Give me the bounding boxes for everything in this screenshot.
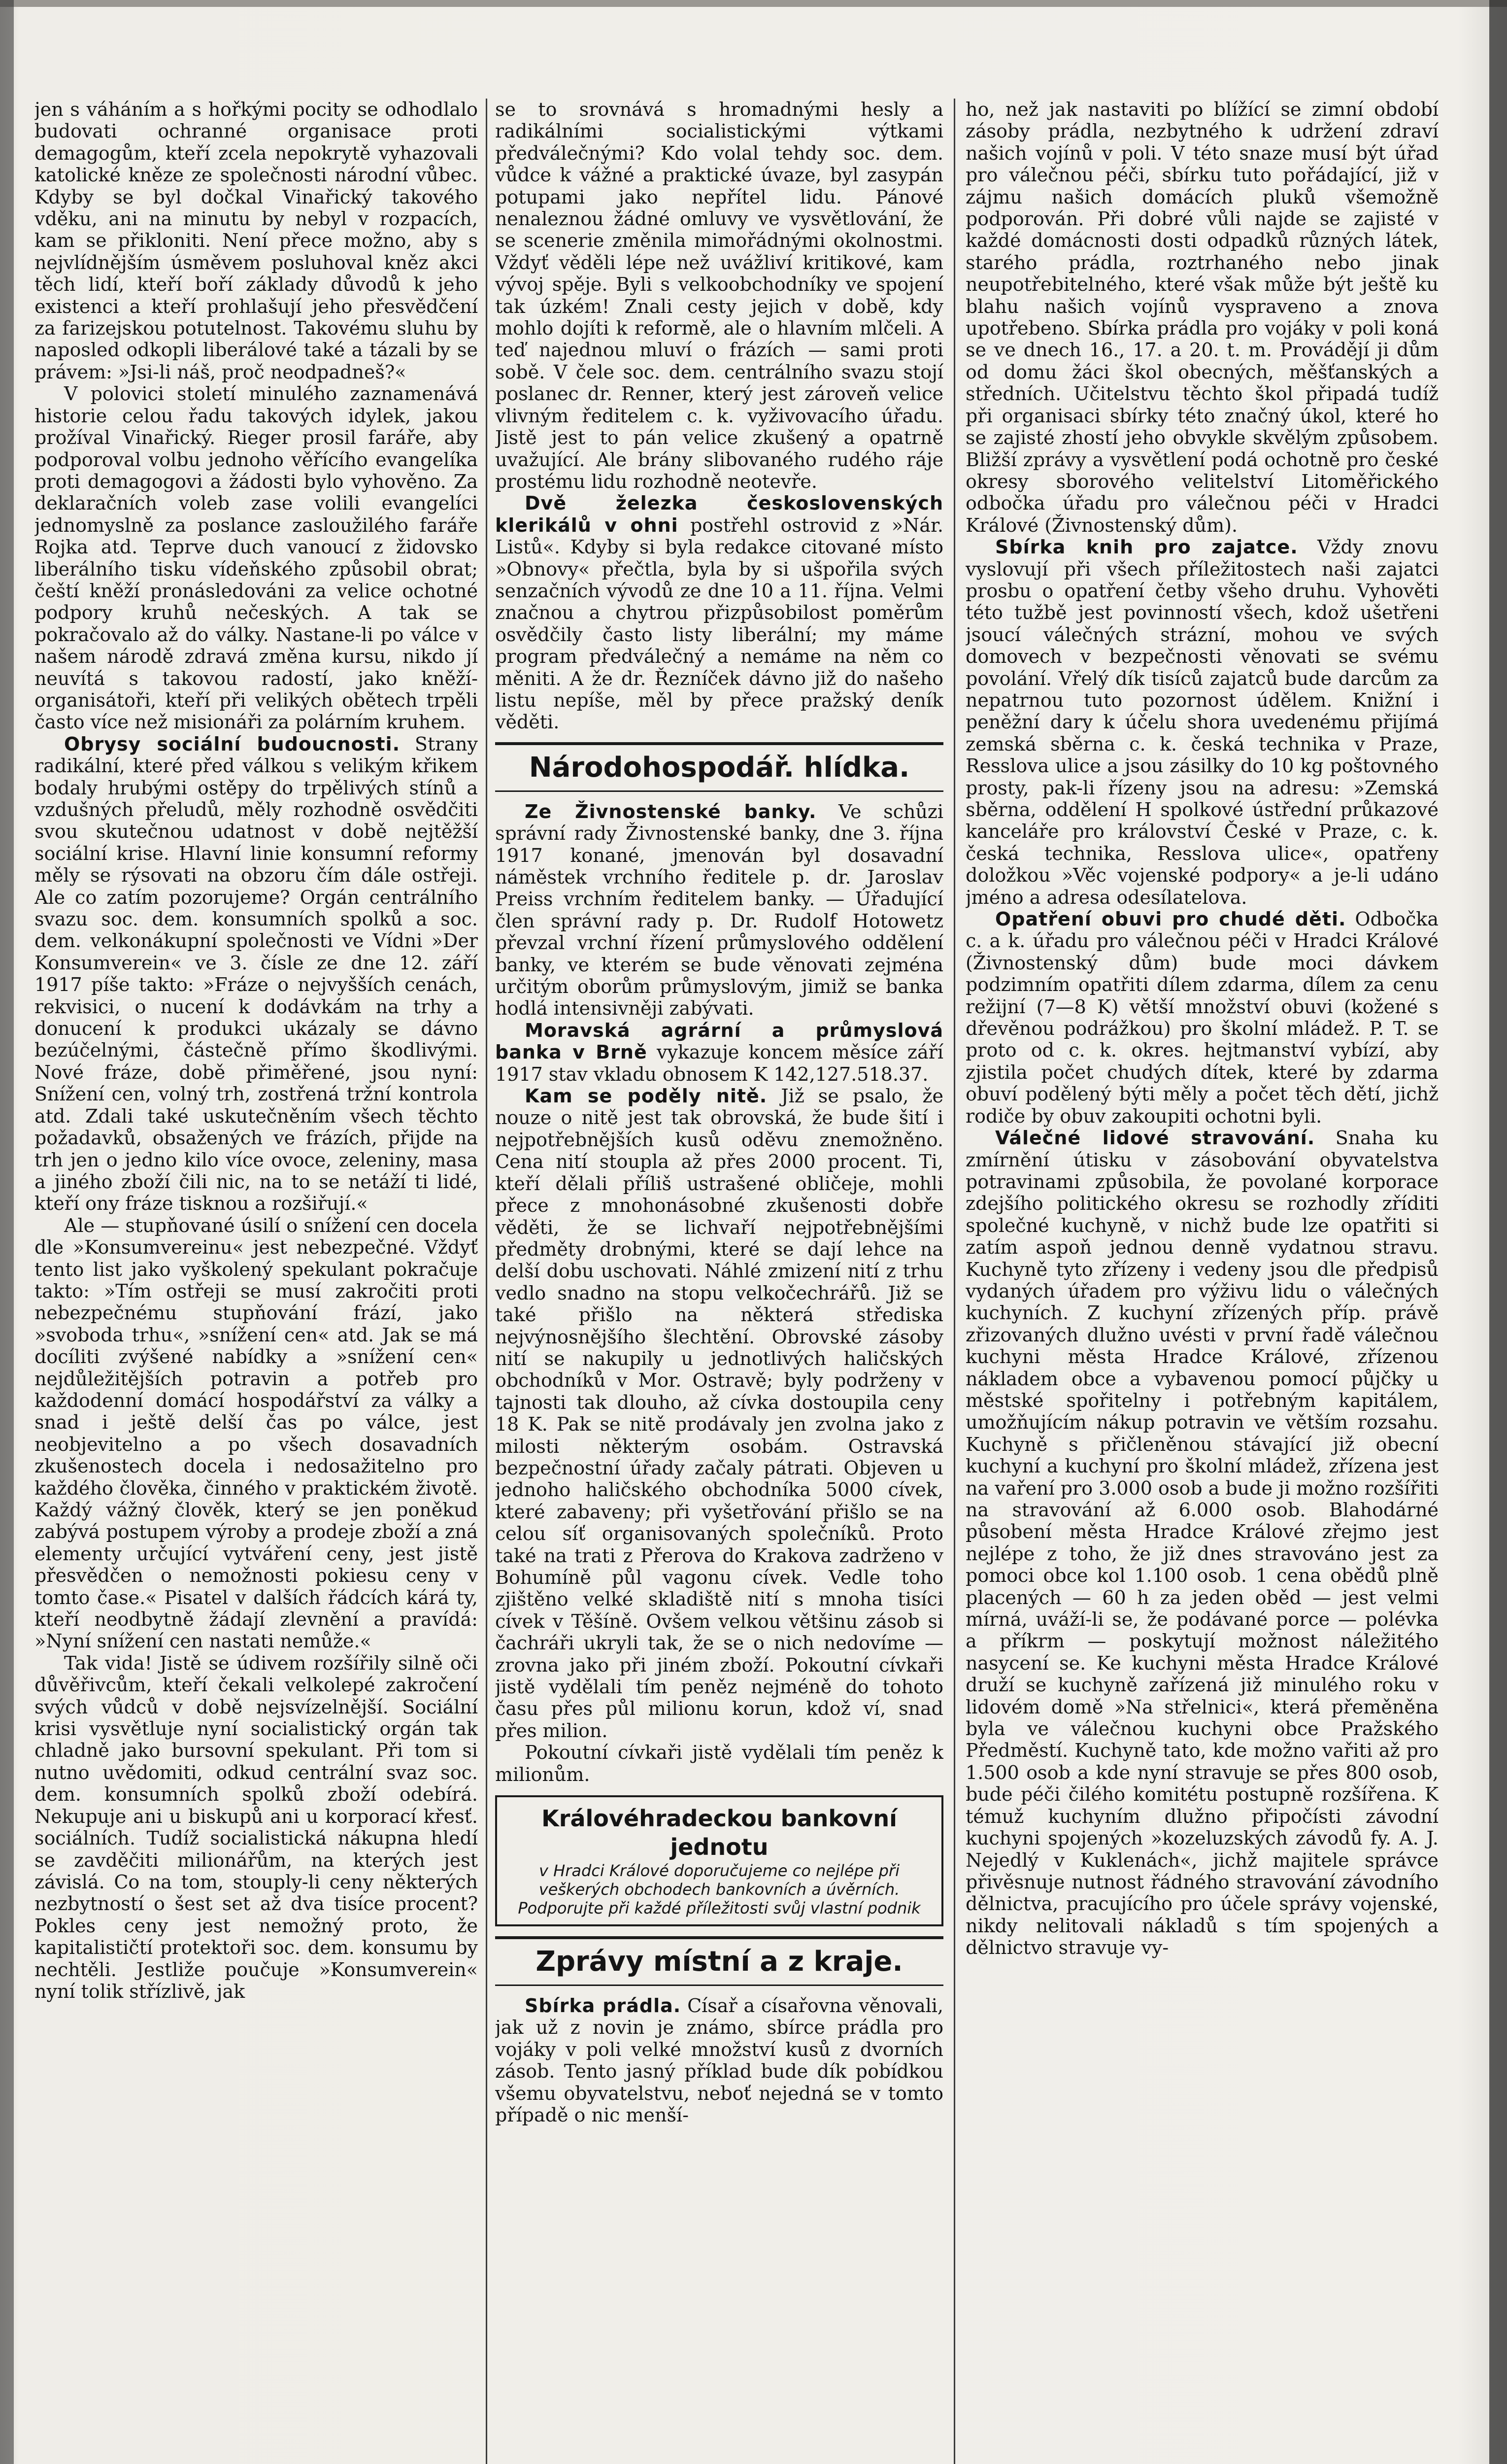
column-rule-1: [486, 99, 487, 2464]
article-text: vykazuje koncem měsíce září 1917 stav vkladu obnosem K 142,127.518.37.: [495, 1041, 943, 1085]
article-text: Odbočka c. a k. úřadu pro válečnou péči v Hradci Králové (Živnostenský dům) bude moci dávkem podzimním opatřiti dílem zdarma, dílem za cenu režijní (7—8 K) větší množství obuvi (kožené s dřevěnou podrážkou) pro školní mládež. P. T. se proto od c. k. okres. hejtmanství vybízí, aby zjistila počet chudých dítek, které by zdarma obuví podělený býti měly a počet těch dětí, jichž rodiče by obuv zakoupiti ochotni byli.: [966, 908, 1439, 1127]
ad-title: Královéhradeckou bankovní jednotu: [541, 1805, 897, 1861]
article-text: ho, než jak nastaviti po blížící se zimní období zásoby prádla, nezbytného k udržení zdraví našich vojínů v poli. V této snaze musí být úřad pro válečnou péči, sbírku tuto pořádající, již v zájmu našich domácích pluků všemožně podporován. Při dobré vůli najde se zajisté v každé domácnosti dosti odpadků různých látek, starého prádla, roztrhaného nebo jinak neupotřebitelného, které však může být ještě ku blahu našich vojínů vyspraveno a znova upotřebeno. Sbírka prádla pro vojáky v poli koná se ve dnech 16., 17. a 20. t. m. Provádějí ji dům od domu žáci škol obecných, měšťanských a středních. Učitelstvu těchto škol připadá tudíž při organisaci sbírky této značný úkol, které ho se zajisté zhostí jeho obvykle skvělým způsobem. Bližší zprávy a vysvětlení podá ochotně pro české okresy sborového velitelství Litoměřického odbočka úřadu pro válečnou péči v Hradci Králové (Živnostenský dům).: [966, 99, 1439, 536]
article-text: V polovici století minulého zaznamenává historie celou řadu takových idylek, jakou prožíval Vinařický. Rieger prosil faráře, aby podporoval volbu jednoho věřícího evangelíka proti demagogovi a žádosti bylo vyhověno. Za deklaračních voleb zase volili evangelíci jednomyslně za poslance zasloužilého faráře Rojka atd. Teprve duch vanoucí z židovsko liberálního tisku vídeňského způsobil obrat; čeští kněží pronásledováni za velice ochotné podpory kruhů nečeských. A tak se pokračovalo až do války. Nastane-li po válce v našem národě zdravá změna kursu, nikdo jí neuvítá s takovou radostí, jako kněží-organisátoři, kteří při velikých obětech trpěli často více než misionáři za polárním kruhem.: [34, 383, 478, 733]
article-text: Pokoutní cívkaři jistě vydělali tím peněz k milionům.: [495, 1742, 943, 1785]
bank-advertisement: [495, 1795, 943, 1926]
article-heading: Ze Živnostenské banky.: [525, 800, 817, 822]
column-1: [34, 99, 478, 2464]
article-text: Císař a císařovna věnovali, jak už z novin je známo, sbírce prádla pro vojáky v poli velké množství kusů z dvorních zásob. Tento jasný příklad bude dík pobídkou všemu obyvatelstvu, neboť nejedná se v tomto případě o nic menší-: [495, 1995, 943, 2126]
article-text: se to srovnává s hromadnými hesly a radikálními socialistickými výtkami předválečnými? Kdo volal tehdy soc. dem. vůdce k vážné a praktické úvaze, byl zasypán potupami jako nepřítel lidu. Pánové nenaleznou žádné omluvy ve vysvětlování, že se scenerie změnila mimořádnými okolnostmi. Vždyť věděli lépe než uvážliví kritikové, kam vývoj spěje. Byli s velkoobchodníky ve spojení tak úzkém! Znali cesty jejich v době, kdy mohlo dojíti k reformě, ale o hlavním mlčeli. A teď najednou mluví o frázích — sami proti sobě. V čele soc. dem. centrálního svazu stojí poslanec dr. Renner, který jest zároveň velice vlivným ředitelem c. k. vyživovacího úřadu. Jistě jest to pán velice zkušený a opatrně uvažující. Ale brány slibovaného rudého ráje prostému lidu rozhodně neotevře.: [495, 99, 943, 492]
section-title-economy: Národohospodář. hlídka.: [495, 742, 943, 792]
article-heading: Moravská agrární a průmyslová banka v Brně: [495, 1019, 943, 1063]
article-heading: Válečné lidové stravování.: [995, 1127, 1315, 1149]
article-text: postřehl ostrovid z »Nár. Listů«. Kdyby si byla redakce citované místo »Obnovy« přečtla, byla by si ušpořila svých senzačních vývodů ze dne 10 a 11. října. Velmi značnou a chytrou přizpůsobilost poměrům osvědčily často listy liberální; my máme program předválečný a nemáme na něm co měniti. A že dr. Řezníček dávno již do našeho listu nepíše, měl by přece pražský deník věděti.: [495, 514, 943, 733]
article-text: Již se psalo, že nouze o nitě jest tak obrovská, že bude šití i nejpotřebnějších kusů oděvu znemožněno. Cena nití stoupla až přes 2000 procent. Ti, kteří dělali příliš ustrašené obličeje, mohli přece z mnohonásobné zkušenosti dobře věděti, že se lichvaří nejpotřebnějšími předměty drobnými, které se dají lehce na delší dobu uschovati. Náhlé zmizení nití z trhu vedlo snadno na stopu velkočechrářů. Již se také přišlo na některá střediska nejvýnosnějšího šlechtění. Obrovské zásoby nití se nakupily u jednotlivých haličských obchodníků v Mor. Ostravě; byly podrženy v tajnosti tak dlouho, až cívka dostoupila ceny 18 K. Pak se nitě prodávaly jen zvolna jako z milosti některým osobám. Ostravská bezpečnostní úřady začaly pátrati. Objeven u jednoho haličského obchodníka 5000 cívek, které zabaveny; při vyšetřování přišlo se na celou síť organisovaných společníků. Proto také na trati z Přerova do Krakova zadrženo v Bohumíně půl vagonu cívek. Vedle toho zjištěno velké skladiště nití s mnoha tisíci cívek v Těšíně. Ovšem velkou většinu zásob si čachráři ukryli tak, že se o nich nedovíme — zrovna jako při jiném zboží. Pokoutní cívkaři jistě vydělali tím peněz nejméně do tohoto času přes půl milionu korun, kdož ví, snad přes milion.: [495, 1085, 943, 1742]
article-heading: Sbírka knih pro zajatce.: [995, 536, 1298, 558]
article-text: Ve schůzi správní rady Živnostenské banky, dne 3. října 1917 konané, jmenován byl dosavadní náměstek vrchního ředitele p. dr. Jaroslav Preiss vrchním ředitelem banky. — Úřadující člen správní rady p. Dr. Rudolf Hotowetz převzal vrchní řízení průmyslového oddělení banky, ve kterém se bude věnovati zejména určitým oborům průmyslovým, jimiž se banka hodlá intensivněji zabývati.: [495, 800, 943, 1020]
article-heading: Sbírka prádla.: [525, 1995, 681, 2017]
article-text: jen s váháním a s hořkými pocity se odhodlalo budovati ochranné organisace proti demagogům, kteří zcela nepokrytě vyhazovali katolické kněze ze společnosti národní vůbec. Kdyby se byl dočkal Vinařický takového vděku, ani na minutu by nebyl v rozpacích, kam se přikloniti. Není přece možno, aby s nejvlídnějším úsměvem posluhoval kněz akci těch lidí, kteří boří základy důvodů k jeho existenci a kteří prohlašují jeho přesvědčení za farizejskou potutelnost. Takovému sluhu by naposled odkopli liberálové také a tázali by se právem: »Jsi-li náš, proč neodpadneš?«: [34, 99, 478, 383]
article-text: Strany radikální, které před válkou s velikým křikem bodaly hrubými ostěpy do trpělivých stínů a vzdušných přeludů, měly rozhodně osvědčiti svou skutečnou udatnost v době nejtěžší sociální krise. Hlavní linie konsumní reformy měly se rýsovati na obzoru čím dále ostřeji. Ale co zatím pozorujeme? Orgán centrálního svazu soc. dem. konsumních spolků a soc. dem. velkonákupní společnosti ve Vídni »Der Konsumverein« ve 3. čísle ze dne 12. září 1917 píše takto: »Fráze o nejvyšších cenách, rekvisici, o nucení k dodávkám na trhy a donucení k produkci ukázaly se dávno bezúčelnými, částečně přímo škodlivými. Nové fráze, době přiměřené, jsou nyní: Snížení cen, volný trh, zostřená tržní kontrola atd. Zdali také uskutečněním všech těchto požadavků, obsažených ve frázích, přijde na trh jen o jedno kilo více ovoce, zeleniny, masa a jiného zboží čili nic, na to se netáží ti lidé, kteří ony fráze tisknou a rozšiřují.«: [34, 733, 478, 1215]
left-scan-edge: [0, 0, 14, 2464]
column-2: [495, 99, 943, 2464]
article-text: Ale — stupňované úsilí o snížení cen docela dle »Konsumvereinu« jest nebezpečné. Vždyť tento list jako vyškolený spekulant pokračuje takto: »Tím ostřeji se musí zakročiti proti nebezpečnému stupňování frází, jako »svoboda trhu«, »snížení cen« atd. Jak se má docíliti zvýšené nabídky a »snížení cen« nejdůležitějších potravin a potřeb pro každodenní domácí hospodářství za války a snad i ještě delší čas po válce, jest neobjevitelno a po všech dosavadních zkušenostech docela i nedosažitelno pro každého člověka, činného v praktickém životě. Každý vážný člověk, který se jen poněkud zabývá postupem výroby a prodeje zboží a zná elementy určující vytváření ceny, jest jistě přesvědčen o nemožnosti pokiesu ceny v tomto čase.« Pisatel v dalších řádcích kárá ty, kteří neodbytně žádají zlevnění a pravídá: »Nyní snížení cen nastati nemůže.«: [34, 1214, 478, 1652]
article-heading: Opatření obuvi pro chudé děti.: [995, 908, 1346, 930]
article-heading: Obrysy sociální budoucnosti.: [64, 733, 401, 755]
article-text: Vždy znovu vyslovují při všech příležitostech naši zajatci prosbu o opatření četby všeho druhu. Vyhověti této tužbě jest povinností všech, kdož ušetřeni jsoucí válečných strázní, mohou ve svých domovech v bezpečnosti věnovati se svému povolání. Vřelý dík tisíců zajatců bude darcům za nepatrnou tuto pozornost údělem. Knižní i peněžní dary k účelu shora uvedenému přijímá zemská sběrna c. k. česká technika v Praze, Resslova ulice a jsou zásilky do 10 kg poštovného prosty, pak-li řízeny jsou na adresu: »Zemská sběrna, oddělení H spolkové ústřední průkazové kanceláře pro království České v Praze, c. k. česká technika, Resslova ulice«, opatřeny doložkou »Věc vojenské podpory« a je-li udáno jméno a adresa odesílatelova.: [966, 536, 1439, 908]
article-text: Tak vida! Jistě se údivem rozšířily silně oči důvěřivcům, kteří čekali velkolepé zakročení svých vůdců v době nejsvízelnější. Sociální krisi vysvětluje nyní socialistický orgán tak chladně jako bursovní spekulant. Při tom si nutno uvědomiti, odkud centrální svaz soc. dem. konsumních spolků zboží odebírá. Nekupuje ani u biskupů ani u korporací křesť. sociálních. Tudíž socialistická nákupna hledí se zavděčiti milionářům, na kterých jest závislá. Co na tom, stouply-li ceny některých nezbytností o šest set až dva tisíce procent? Pokles ceny jest nemožný proto, že kapitalističtí protektoři soc. dem. konsumu by nechtěli. Jestliže poučuje »Konsumverein« nyní tolik střízlivě, jak: [34, 1652, 478, 2002]
column-rule-2: [954, 99, 955, 2464]
right-scan-edge: [1489, 0, 1507, 2464]
section-title-local: Zprávy místní a z kraje.: [495, 1936, 943, 1986]
top-scan-edge: [0, 0, 1507, 7]
article-heading: Kam se poděly nitě.: [525, 1085, 768, 1107]
article-heading: Dvě železka československých klerikálů v ohni: [495, 492, 943, 536]
column-3: [966, 99, 1439, 2464]
article-text: Snaha ku zmírnění útisku v zásobování obyvatelstva potravinami způsobila, že povolané korporace zdejšího politického okresu se rozhodly zříditi společné kuchyně, v nichž bude lze opatřiti si zatím aspoň jednou denně vydatnou stravu. Kuchyně tyto zřízeny i vedeny jsou dle předpisů vydaných úřadem pro výživu lidu o válečných kuchyních. Z kuchyní zřízených příp. právě zřizovaných dlužno uvésti v první řadě válečnou kuchyni města Hradce Králové, zřízenou nákladem obce a vybavenou pomocí půjčky u městské spořitelny i potřebným kapitálem, umožňujícím nákup potravin ve větším rozsahu. Kuchyně s přičleněnou stávající již obecní kuchyní a kuchyní pro školní mládež, zřízena jest na vaření pro 3.000 osob a bude ji možno rozšířiti na stravování až 6.000 osob. Blahodárné působení města Hradce Králové zřejmo jest nejlépe z toho, že již dnes stravováno jest za pomoci obce kol 1.100 osob. 1 cena obědů plně placených — 60 h za jeden oběd — jest velmi mírná, uváží-li se, že podávané porce — polévka a příkrm — poskytují možnost náležitého nasycení se. Ke kuchyni města Hradce Králové druží se kuchyně zařízená již minulého roku v lidovém domě »Na střelnici«, která přeměněna byla ve válečnou kuchyni obce Pražského Předměstí. Kuchyně tato, kde možno vařiti až pro 1.500 osob a kde nyní stravuje se přes 800 osob, bude péči čilého komitétu postupně rozšířena. K témuž kuchyním dlužno připočísti závodní kuchyni spojených »kozeluzských závodů fy. A. J. Nejedlý v Kuklenách«, jichž majitele správce přivěsnuje nutnost řádného stravování závodního dělnictva, pracujícího pro účele správy vojenské, nikdy nelitovali nákladů s tím spojených a dělnictvo stravuje vy-: [966, 1127, 1439, 1959]
ad-body: v Hradci Králové doporučujeme co nejlépe při veškerých obchodech bankovních a úvěrních. Podporujte při každé příležitosti svůj vlastní podnik: [518, 1861, 921, 1918]
